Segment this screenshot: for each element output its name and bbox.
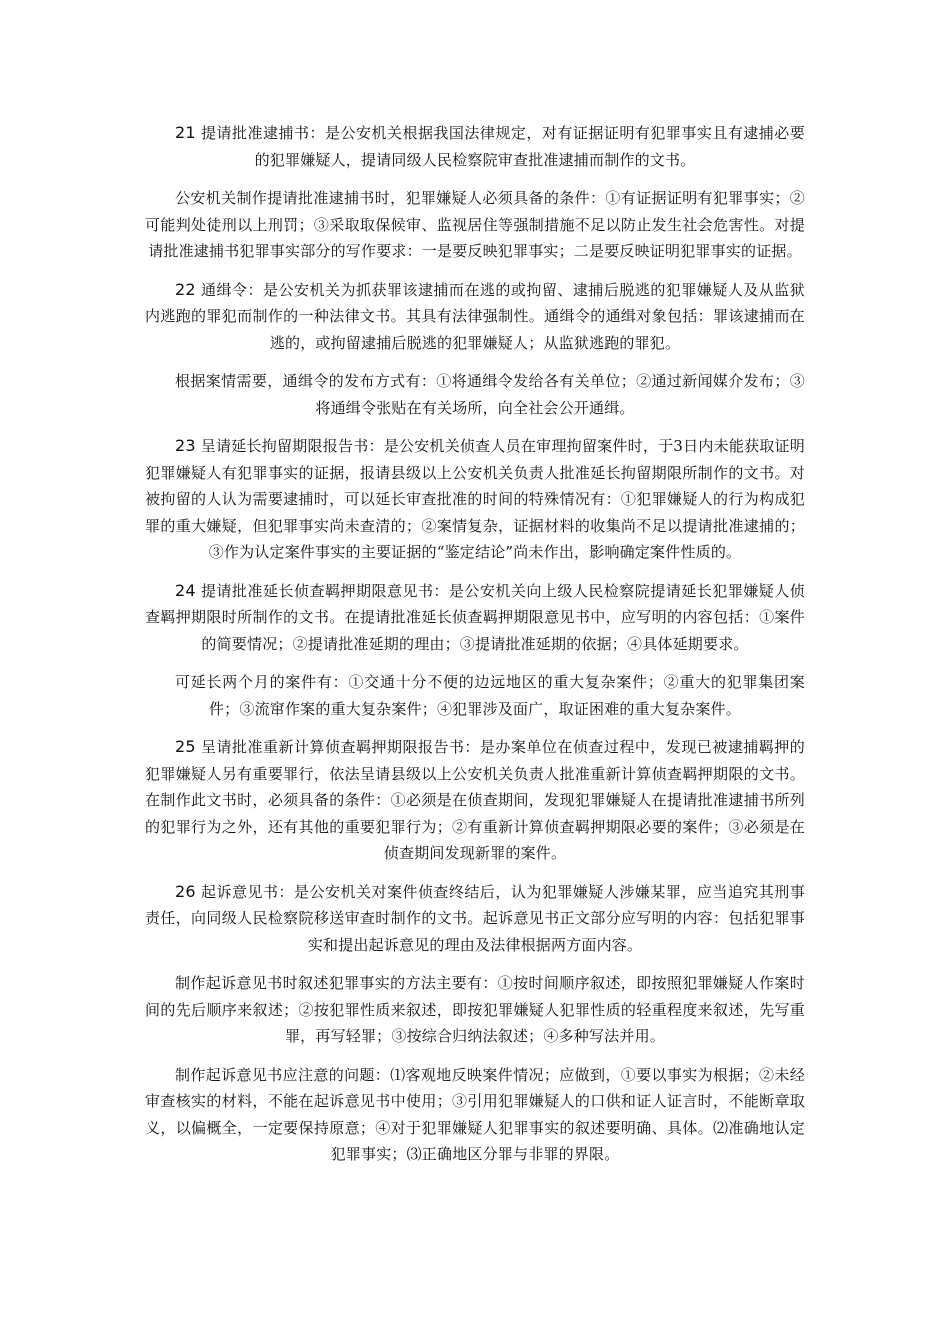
paragraph-22-wanted-order xyxy=(145,277,805,357)
paragraph-26-prosecution-opinion xyxy=(145,879,805,959)
section-number: 22 xyxy=(175,279,196,299)
paragraph-text: 通缉令：是公安机关为抓获罪该逮捕而在逃的或拘留、逮捕后脱逃的犯罪嫌疑人及从监狱内逃跑的罪犯而制作的一种法律文书。其具有法律强制性。通缉令的通缉对象包括：罪该逮捕而在逃的，或拘留逮捕后脱逃的犯罪嫌疑人；从监狱逃跑的罪犯。 xyxy=(145,280,805,352)
paragraph-21-arrest-request xyxy=(145,120,805,173)
paragraph-text: 提请批准延长侦查羁押期限意见书：是公安机关向上级人民检察院提请延长犯罪嫌疑人侦查羁押期限时所制作的文书。在提请批准延长侦查羁押期限意见书中，应写明的内容包括：①案件的简要情况；②提请批准延期的理由；③提请批准延期的依据；④具体延期要求。 xyxy=(145,581,805,653)
paragraph-text: 提请批准逮捕书：是公安机关根据我国法律规定，对有证据证明有犯罪事实且有逮捕必要的犯罪嫌疑人，提请同级人民检察院审查批准逮捕而制作的文书。 xyxy=(195,124,805,169)
paragraph-text: 起诉意见书：是公安机关对案件侦查终结后，认为犯罪嫌疑人涉嫌某罪，应当追究其刑事责任，向同级人民检察院移送审查时制作的文书。起诉意见书正文部分应写明的内容：包括犯罪事实和提出起诉意见的理由及法律根据两方面内容。 xyxy=(145,882,805,954)
paragraph-two-month-cases xyxy=(145,669,805,722)
paragraph-wanted-order-release xyxy=(145,368,805,421)
section-number: 23 xyxy=(175,436,196,455)
section-number: 25 xyxy=(175,737,196,756)
paragraph-text: 呈请批准重新计算侦查羁押期限报告书：是办案单位在侦查过程中，发现已被逮捕羁押的犯罪嫌疑人另有重要罪行，依法呈请县级以上公安机关负责人批准重新计算侦查羁押期限的文书。在制作此文书时，必须具备的条件：①必须是在侦查期间，发现犯罪嫌疑人在提请批准逮捕书所列的犯罪行为之外，还有其他的重要犯罪行为；②有重新计算侦查羁押期限必要的案件；③必须是在侦查期间发现新罪的案件。 xyxy=(145,738,805,862)
section-number: 21 xyxy=(175,123,196,142)
paragraph-text: 制作起诉意见书时叙述犯罪事实的方法主要有：①按时间顺序叙述，即按照犯罪嫌疑人作案时间的先后顺序来叙述；②按犯罪性质来叙述，即按犯罪嫌疑人犯罪性质的轻重程度来叙述，先写重罪，再写轻罪；③按综合归纳法叙述；④多种写法并用。 xyxy=(145,974,805,1045)
paragraph-text: 呈请延长拘留期限报告书：是公安机关侦查人员在审理拘留案件时，于3日内未能获取证明犯罪嫌疑人有犯罪事实的证据，报请县级以上公安机关负责人批准延长拘留期限所制作的文书。对被拘留的人认为需要逮捕时，可以延长审查批准的时间的特殊情况有：①犯罪嫌疑人的行为构成犯罪的重大嫌疑，但犯罪事实尚未查清的；②案情复杂，证据材料的收集尚不足以提请批准逮捕的；③作为认定案件事实的主要证据的“鉴定结论”尚未作出，影响确定案件性质的。 xyxy=(145,437,805,561)
paragraph-23-detention-extension xyxy=(145,433,805,566)
paragraph-text: 根据案情需要，通缉令的发布方式有：①将通缉令发给各有关单位；②通过新闻媒介发布；③将通缉令张贴在有关场所，向全社会公开通缉。 xyxy=(175,372,805,417)
paragraph-narration-methods xyxy=(145,970,805,1050)
paragraph-text: 可延长两个月的案件有：①交通十分不便的边远地区的重大复杂案件；②重大的犯罪集团案件；③流窜作案的重大复杂案件；④犯罪涉及面广，取证困难的重大复杂案件。 xyxy=(175,673,805,718)
paragraph-text: 制作起诉意见书应注意的问题：⑴客观地反映案件情况；应做到，①要以事实为根据；②未经审查核实的材料，不能在起诉意见书中使用；③引用犯罪嫌疑人的口供和证人证言时，不能断章取义，以偏概全，一定要保持原意；④对于犯罪嫌疑人犯罪事实的叙述要明确、具体。⑵准确地认定犯罪事实；⑶正确地区分罪与非罪的界限。 xyxy=(145,1065,805,1163)
document-page xyxy=(145,120,805,1180)
paragraph-arrest-conditions xyxy=(145,185,805,265)
paragraph-24-custody-extension xyxy=(145,578,805,658)
section-number: 24 xyxy=(175,580,196,600)
paragraph-notes xyxy=(145,1062,805,1168)
paragraph-25-recalculate-custody xyxy=(145,734,805,867)
section-number: 26 xyxy=(175,881,196,901)
paragraph-text: 公安机关制作提请批准逮捕书时，犯罪嫌疑人必须具备的条件：①有证据证明有犯罪事实；②可能判处徒刑以上刑罚；③采取取保候审、监视居住等强制措施不足以防止发生社会危害性。对提请批准逮捕书犯罪事实部分的写作要求：一是要反映犯罪事实；二是要反映证明犯罪事实的证据。 xyxy=(145,189,805,260)
